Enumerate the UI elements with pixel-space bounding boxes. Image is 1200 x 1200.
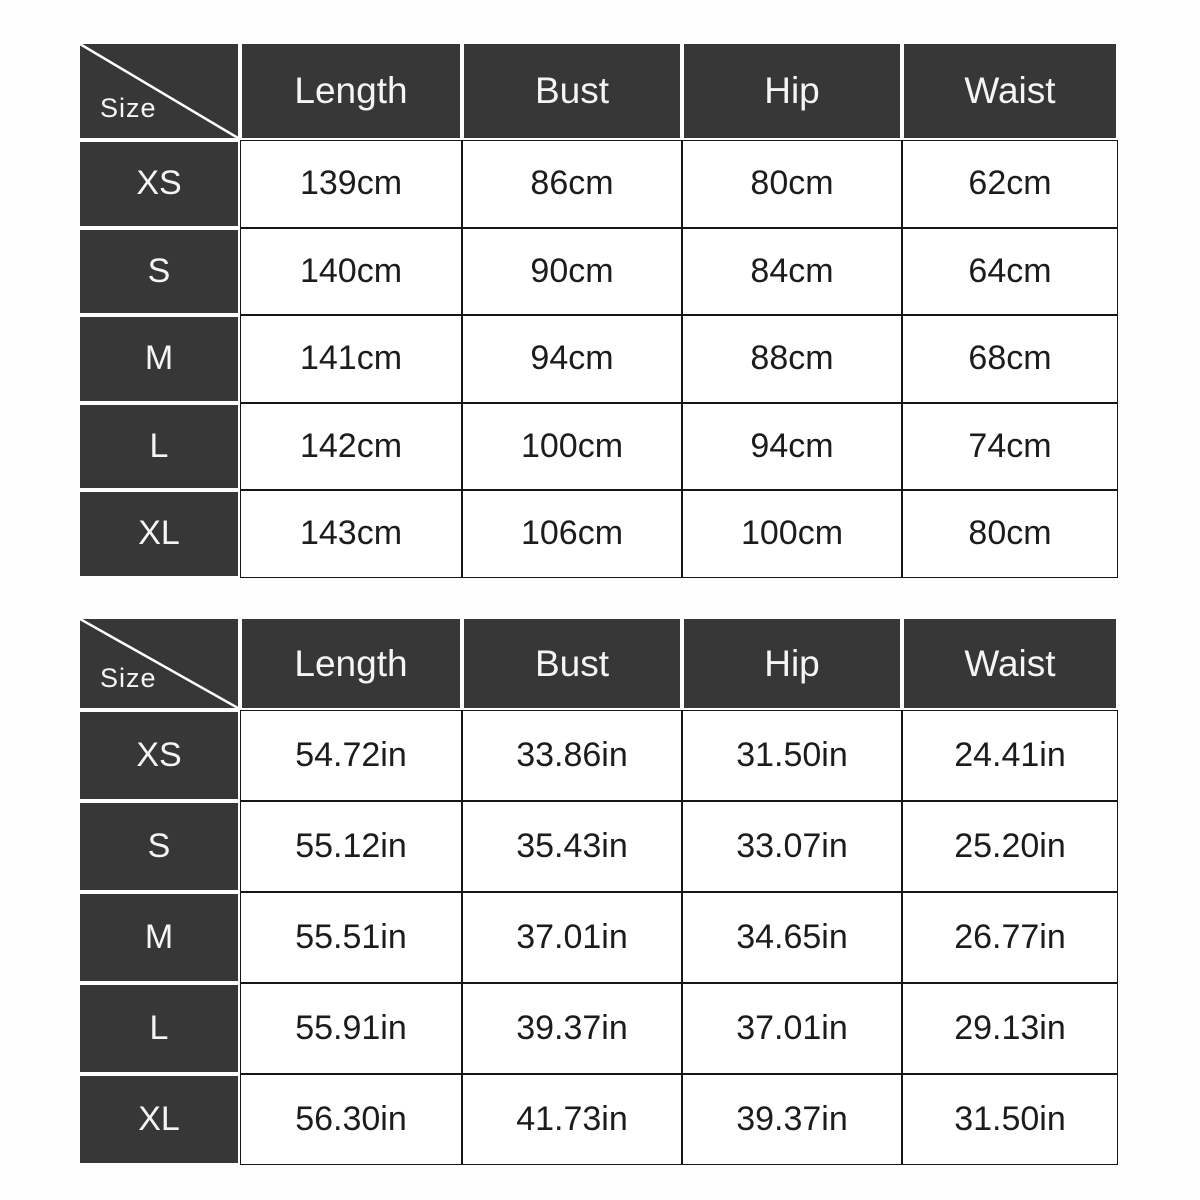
row-header-xs: XS	[78, 710, 240, 801]
measurement-cell: 86cm	[462, 140, 682, 228]
measurement-cell: 68cm	[902, 315, 1118, 403]
measurement-cell: 31.50in	[902, 1074, 1118, 1165]
measurement-cell: 56.30in	[240, 1074, 462, 1165]
column-header-hip: Hip	[682, 42, 902, 140]
measurement-cell: 100cm	[462, 403, 682, 491]
table-row-xs	[78, 140, 1118, 228]
row-header-xl: XL	[78, 490, 240, 578]
column-header-waist: Waist	[902, 617, 1118, 710]
size-chart-inches	[78, 617, 1118, 1165]
measurement-cell: 39.37in	[462, 983, 682, 1074]
measurement-cell: 100cm	[682, 490, 902, 578]
row-header-s: S	[78, 801, 240, 892]
header-row	[78, 617, 1118, 710]
measurement-cell: 74cm	[902, 403, 1118, 491]
size-corner-label: Size	[100, 93, 157, 123]
measurement-cell: 88cm	[682, 315, 902, 403]
table-row-xl	[78, 1074, 1118, 1165]
measurement-cell: 26.77in	[902, 892, 1118, 983]
table-row-m	[78, 892, 1118, 983]
header-row	[78, 42, 1118, 140]
measurement-cell: 54.72in	[240, 710, 462, 801]
row-header-m: M	[78, 892, 240, 983]
measurement-cell: 142cm	[240, 403, 462, 491]
measurement-cell: 41.73in	[462, 1074, 682, 1165]
row-header-s: S	[78, 228, 240, 316]
measurement-cell: 34.65in	[682, 892, 902, 983]
measurement-cell: 39.37in	[682, 1074, 902, 1165]
measurement-cell: 84cm	[682, 228, 902, 316]
column-header-length: Length	[240, 42, 462, 140]
table-row-l	[78, 403, 1118, 491]
column-header-hip: Hip	[682, 617, 902, 710]
measurement-cell: 106cm	[462, 490, 682, 578]
measurement-cell: 31.50in	[682, 710, 902, 801]
measurement-cell: 55.12in	[240, 801, 462, 892]
table-row-m	[78, 315, 1118, 403]
measurement-cell: 29.13in	[902, 983, 1118, 1074]
size-chart-cm	[78, 42, 1118, 578]
measurement-cell: 33.07in	[682, 801, 902, 892]
measurement-cell: 37.01in	[462, 892, 682, 983]
measurement-cell: 143cm	[240, 490, 462, 578]
column-header-bust: Bust	[462, 42, 682, 140]
measurement-cell: 139cm	[240, 140, 462, 228]
size-corner-cell	[78, 617, 240, 710]
measurement-cell: 35.43in	[462, 801, 682, 892]
measurement-cell: 140cm	[240, 228, 462, 316]
measurement-cell: 94cm	[462, 315, 682, 403]
row-header-l: L	[78, 983, 240, 1074]
size-corner-cell	[78, 42, 240, 140]
measurement-cell: 55.91in	[240, 983, 462, 1074]
measurement-cell: 25.20in	[902, 801, 1118, 892]
row-header-xs: XS	[78, 140, 240, 228]
row-header-l: L	[78, 403, 240, 491]
measurement-cell: 80cm	[682, 140, 902, 228]
size-chart-inches-container	[78, 617, 1118, 1165]
measurement-cell: 37.01in	[682, 983, 902, 1074]
measurement-cell: 24.41in	[902, 710, 1118, 801]
measurement-cell: 80cm	[902, 490, 1118, 578]
measurement-cell: 90cm	[462, 228, 682, 316]
table-row-xs	[78, 710, 1118, 801]
column-header-length: Length	[240, 617, 462, 710]
table-row-xl	[78, 490, 1118, 578]
column-header-waist: Waist	[902, 42, 1118, 140]
row-header-xl: XL	[78, 1074, 240, 1165]
column-header-bust: Bust	[462, 617, 682, 710]
measurement-cell: 33.86in	[462, 710, 682, 801]
table-row-s	[78, 228, 1118, 316]
row-header-m: M	[78, 315, 240, 403]
size-chart-cm-container	[78, 42, 1118, 578]
measurement-cell: 62cm	[902, 140, 1118, 228]
measurement-cell: 94cm	[682, 403, 902, 491]
table-row-l	[78, 983, 1118, 1074]
table-row-s	[78, 801, 1118, 892]
measurement-cell: 64cm	[902, 228, 1118, 316]
measurement-cell: 55.51in	[240, 892, 462, 983]
size-corner-label: Size	[100, 663, 157, 693]
measurement-cell: 141cm	[240, 315, 462, 403]
